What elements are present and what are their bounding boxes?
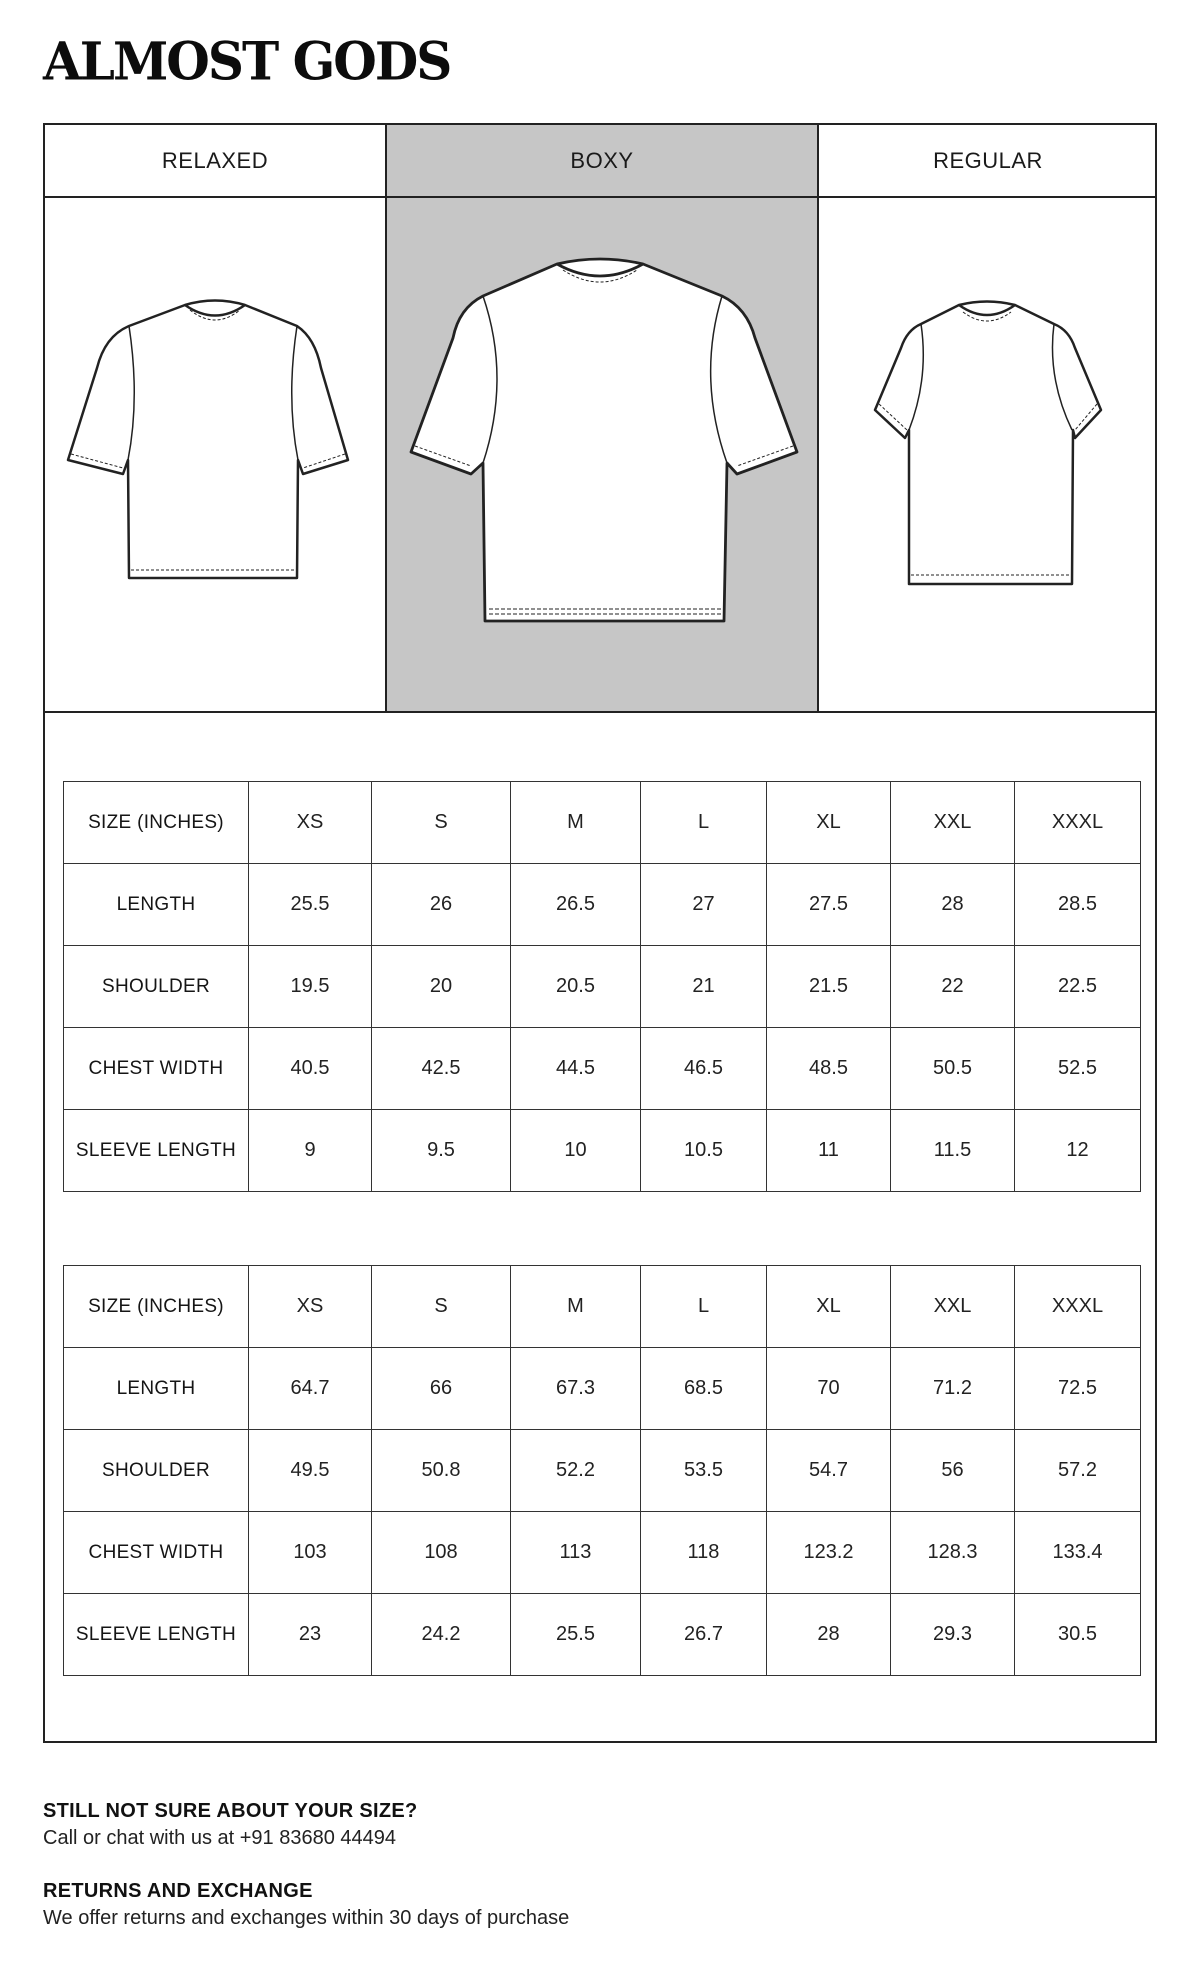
measurement-value: 71.2 (891, 1348, 1015, 1430)
measurement-value: 49.5 (249, 1430, 372, 1512)
size-column-header: L (641, 1266, 767, 1348)
measurement-value: 9 (249, 1110, 372, 1192)
measurement-value: 30.5 (1015, 1594, 1141, 1676)
size-column-header: S (372, 782, 511, 864)
measurement-value: 52.5 (1015, 1028, 1141, 1110)
measurement-value: 10.5 (641, 1110, 767, 1192)
returns-title: RETURNS AND EXCHANGE (43, 1880, 313, 1902)
measurement-value: 53.5 (641, 1430, 767, 1512)
measurement-value: 22.5 (1015, 946, 1141, 1028)
relaxed-tshirt-icon (45, 198, 385, 713)
measurement-value: 48.5 (767, 1028, 891, 1110)
measurement-label: CHEST WIDTH (64, 1512, 249, 1594)
table-row (64, 1348, 1141, 1430)
measurement-value: 133.4 (1015, 1512, 1141, 1594)
measurement-value: 103 (249, 1512, 372, 1594)
measurement-value: 66 (372, 1348, 511, 1430)
measurement-value: 50.5 (891, 1028, 1015, 1110)
table-row (64, 1110, 1141, 1192)
table-row (64, 1594, 1141, 1676)
measurement-value: 26 (372, 864, 511, 946)
boxy-tshirt-icon (387, 198, 817, 713)
measurement-value: 28.5 (1015, 864, 1141, 946)
measurement-value: 28 (891, 864, 1015, 946)
table-row (64, 946, 1141, 1028)
measurement-label: SLEEVE LENGTH (64, 1594, 249, 1676)
measurement-label: SHOULDER (64, 946, 249, 1028)
size-help-title: STILL NOT SURE ABOUT YOUR SIZE? (43, 1800, 418, 1822)
size-column-header: XL (767, 782, 891, 864)
measurement-value: 11.5 (891, 1110, 1015, 1192)
measurement-value: 123.2 (767, 1512, 891, 1594)
size-unit-header: SIZE (INCHES) (64, 1266, 249, 1348)
measurement-value: 72.5 (1015, 1348, 1141, 1430)
measurement-value: 40.5 (249, 1028, 372, 1110)
size-column-header: XXXL (1015, 782, 1141, 864)
size-unit-header: SIZE (INCHES) (64, 782, 249, 864)
fit-label-boxy: BOXY (387, 125, 817, 198)
size-tables-area (45, 715, 1155, 1741)
size-table-centimeters (63, 1265, 1141, 1676)
measurement-value: 9.5 (372, 1110, 511, 1192)
size-column-header: M (511, 782, 641, 864)
fit-label-relaxed: RELAXED (45, 125, 385, 198)
size-column-header: XXL (891, 1266, 1015, 1348)
measurement-value: 24.2 (372, 1594, 511, 1676)
measurement-label: LENGTH (64, 1348, 249, 1430)
measurement-value: 12 (1015, 1110, 1141, 1192)
table-header-row (64, 1266, 1141, 1348)
measurement-label: LENGTH (64, 864, 249, 946)
measurement-value: 44.5 (511, 1028, 641, 1110)
measurement-value: 56 (891, 1430, 1015, 1512)
measurement-value: 64.7 (249, 1348, 372, 1430)
measurement-value: 28 (767, 1594, 891, 1676)
table-header-row (64, 782, 1141, 864)
measurement-label: SHOULDER (64, 1430, 249, 1512)
size-guide-frame (43, 123, 1157, 1743)
measurement-value: 25.5 (249, 864, 372, 946)
table-row (64, 1028, 1141, 1110)
measurement-label: SLEEVE LENGTH (64, 1110, 249, 1192)
fit-column-boxy (385, 125, 819, 713)
measurement-value: 29.3 (891, 1594, 1015, 1676)
measurement-value: 113 (511, 1512, 641, 1594)
measurement-value: 23 (249, 1594, 372, 1676)
fit-column-regular (819, 125, 1157, 713)
size-help-contact[interactable]: Call or chat with us at +91 83680 44494 (43, 1827, 397, 1849)
size-column-header: XXXL (1015, 1266, 1141, 1348)
size-column-header: XXL (891, 782, 1015, 864)
size-column-header: M (511, 1266, 641, 1348)
table-row (64, 1512, 1141, 1594)
measurement-value: 54.7 (767, 1430, 891, 1512)
measurement-value: 108 (372, 1512, 511, 1594)
measurement-label: CHEST WIDTH (64, 1028, 249, 1110)
measurement-value: 27.5 (767, 864, 891, 946)
measurement-value: 21 (641, 946, 767, 1028)
regular-tshirt-icon (819, 198, 1157, 713)
size-column-header: XS (249, 1266, 372, 1348)
measurement-value: 118 (641, 1512, 767, 1594)
size-table-inches (63, 781, 1141, 1192)
fit-column-relaxed (45, 125, 385, 713)
table-row (64, 1430, 1141, 1512)
size-column-header: XS (249, 782, 372, 864)
measurement-value: 21.5 (767, 946, 891, 1028)
measurement-value: 26.7 (641, 1594, 767, 1676)
measurement-value: 20.5 (511, 946, 641, 1028)
measurement-value: 19.5 (249, 946, 372, 1028)
fit-label-regular: REGULAR (819, 125, 1157, 198)
measurement-value: 20 (372, 946, 511, 1028)
measurement-value: 22 (891, 946, 1015, 1028)
measurement-value: 46.5 (641, 1028, 767, 1110)
measurement-value: 128.3 (891, 1512, 1015, 1594)
measurement-value: 68.5 (641, 1348, 767, 1430)
measurement-value: 25.5 (511, 1594, 641, 1676)
size-column-header: XL (767, 1266, 891, 1348)
footer-info (43, 1800, 569, 1960)
measurement-value: 42.5 (372, 1028, 511, 1110)
measurement-value: 57.2 (1015, 1430, 1141, 1512)
size-column-header: S (372, 1266, 511, 1348)
measurement-value: 26.5 (511, 864, 641, 946)
measurement-value: 70 (767, 1348, 891, 1430)
measurement-value: 27 (641, 864, 767, 946)
measurement-value: 11 (767, 1110, 891, 1192)
measurement-value: 10 (511, 1110, 641, 1192)
brand-logo: ALMOST GODS (43, 30, 451, 92)
table-row (64, 864, 1141, 946)
size-column-header: L (641, 782, 767, 864)
measurement-value: 67.3 (511, 1348, 641, 1430)
returns-text: We offer returns and exchanges within 30 days of purchase (43, 1907, 570, 1929)
measurement-value: 50.8 (372, 1430, 511, 1512)
measurement-value: 52.2 (511, 1430, 641, 1512)
